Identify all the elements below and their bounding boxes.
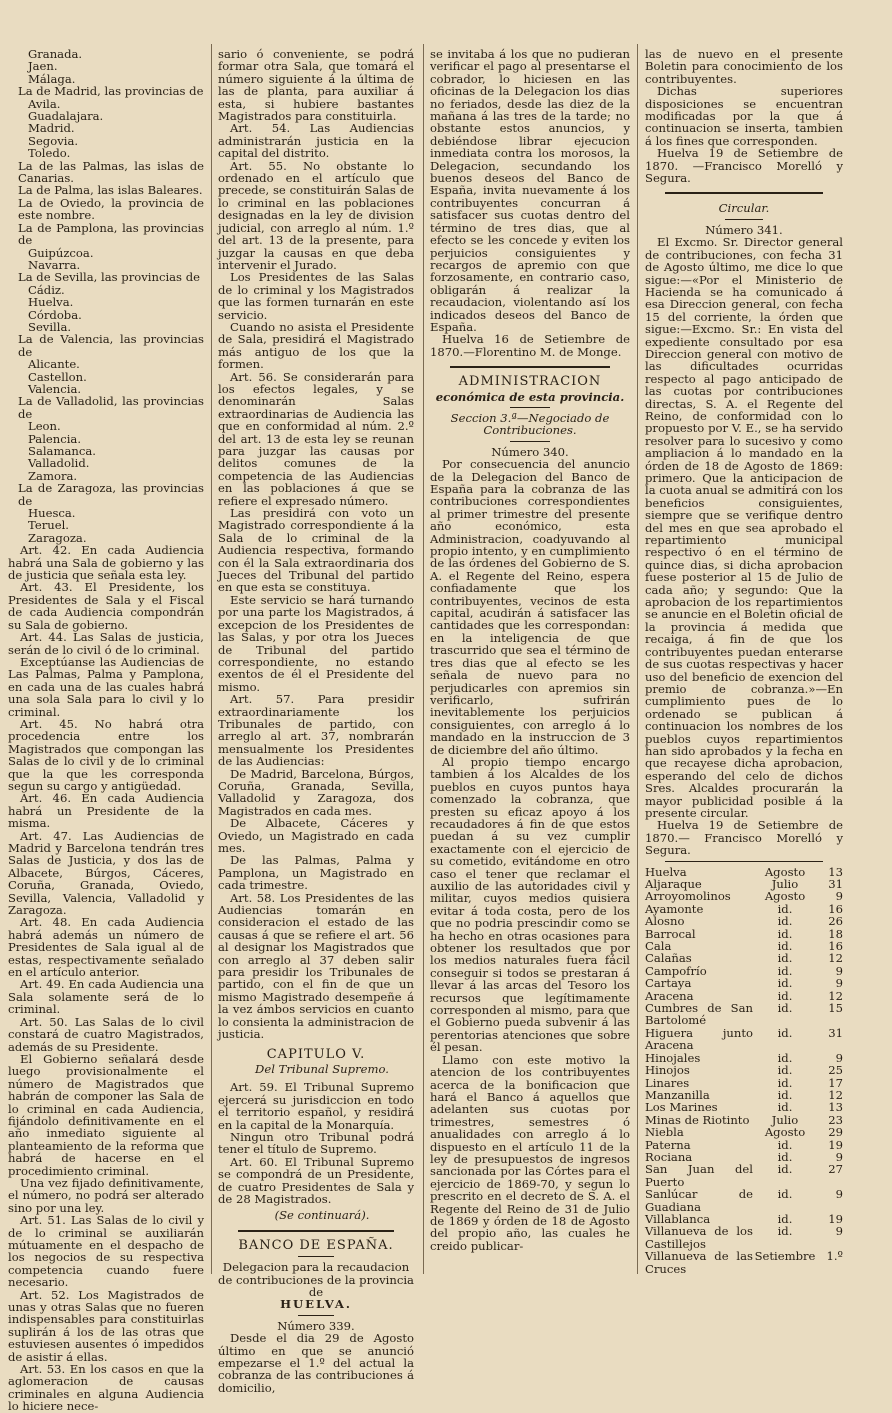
article-paragraph: Las presidirá con voto un Magistrado correspondiente á la Sala de lo criminal de la Audiencia respectiva, formando con él la Sala extraordinaria dos Jueces del Tribunal del partido en que esta se constituya. [218,506,414,595]
town-day: 9 [835,1187,843,1202]
circular-title: Circular. [718,201,770,216]
town-month: id. [777,1050,793,1065]
town-month: id. [777,1001,793,1016]
town-name: Minas de Riotinto [645,1112,750,1127]
town-month: id. [777,1149,793,1164]
town-name: Cartaya [645,976,692,991]
col1-line: Art. 44. Las Salas de justicia, serán de lo civil ó de lo criminal. [8,630,204,657]
small-divider [665,861,823,862]
article-paragraph: Art. 59. El Tribunal Supremo ejercerá su jurisdiccion en todo el territorio español, y residirá en la capital de la Monarquía. [218,1080,414,1132]
col1-line: Navarra. [28,257,81,272]
town-name: Aljaraque [645,877,702,891]
town-name: Calañas [645,951,692,966]
town-name: Los Marines [645,1100,718,1115]
col1-line: Avila. [28,96,61,111]
town-day: 27 [828,1162,843,1177]
town-month: id. [777,963,793,978]
table-row [645,1225,843,1250]
town-month: id. [777,1211,793,1226]
col1-line: La de Sevilla, las provincias de [18,270,200,285]
section-label: Seccion 3.ª—Negociado de Contribuciones. [450,410,610,438]
col1-line: Art. 49. En cada Audiencia una Sala solamente será de lo criminal. [8,977,204,1017]
town-name: San Juan del Puerto [645,1162,753,1189]
town-day: 23 [828,1112,843,1127]
article-paragraph: Llamo con este motivo la atencion de los contribuyentes acerca de la bonificacion que hará el Banco á aquellos que adelanten sus cuotas por trimestres, semestres ó anualidades con arreglo á lo dispuesto en el artículo 11 de la ley de presupuestos de ingresos sancionada por las Córtes para el ejercicio de 1869-70, y segun lo prescrito en el decreto de S. A. el Regente del Reino de 31 de Julio de 1869 y órden de 18 de Agosto del propio año, las cuales he creido publicar- [430,1052,630,1253]
col1-line: Art. 45. No habrá otra procedencia entre los Magistrados que compongan las Salas de lo civil y de lo criminal que la que les corresponda segun su cargo y antigüedad. [8,716,204,793]
town-name: Villablanca [645,1211,711,1226]
town-name: Rociana [645,1149,693,1164]
table-row [645,890,843,902]
town-day: 9 [835,1224,843,1239]
notice-paragraph: Desde el dia 29 de Agosto último en que se anunció empezarse el 1.º del actual la cobranza de las contribuciones á domicilio, [218,1331,414,1395]
small-divider [510,441,550,442]
col1-line: Art. 50. Las Salas de lo civil constará de cuatro Magistrados, además de su Presidente. [8,1014,204,1054]
article-paragraph: De Albacete, Cáceres y Oviedo, un Magistrado en cada mes. [218,816,414,855]
town-month: Agosto [764,1125,806,1140]
towns-table [645,866,843,1275]
town-month: id. [777,1162,793,1177]
table-row [645,1002,843,1027]
table-row [645,1126,843,1138]
town-day: 16 [828,901,843,916]
col1-line: Huesca. [28,506,76,521]
notice-number: Número 339. [277,1318,355,1333]
col1-line: Art. 47. Las Audiencias de Madrid y Barcelona tendrán tres Salas de Justicia, y dos las de Albacete, Búrgos, Cáceres, Coruña, Granada, Oviedo, Sevilla, Valencia, Valladolid y Zaragoza. [8,828,204,918]
town-name: Hinojales [645,1050,701,1065]
col1-line: Una vez fijado definitivamente, el número, no podrá ser alterado sino por una ley. [8,1175,204,1215]
town-name: Linares [645,1075,690,1090]
col1-line: El Gobierno señalará desde luego provisionalmente el número de Magistrados que habrán de componer las Sala de lo criminal en cada Audiencia, fijándolo definitivamente en el año inmediato siguiente al planteamiento de la reforma que habrá de hacerse en el procedimiento criminal. [8,1051,204,1178]
town-month: id. [777,1087,793,1102]
town-month: id. [777,1137,793,1152]
chapter-subtitle: Del Tribunal Supremo. [255,1061,389,1076]
signature: Huelva 19 de Setiembre de 1870. —Francisco Morelló y Segura. [645,146,843,186]
col1-line: La de Valladolid, las provincias de [18,394,204,421]
col1-line: Art. 48. En cada Audiencia habrá además un número de Presidentes de Sala igual al de estas, respectivamente señalado en el artículo anterior. [8,915,204,980]
town-month: id. [777,914,793,929]
col1-line: Art. 53. En los casos en que la aglomeracion de causas criminales en alguna Audiencia lo hiciere nece- [8,1362,204,1413]
table-row [645,1188,843,1213]
article-paragraph: Por consecuencia del anuncio de la Delegacion del Banco de España para la cobranza de las contribuciones correspondientes al primer trimestre del presente año económico, esta Administracion, coadyuvando al propio intento, y en cumplimiento de las órdenes del Gobierno de S. A. el Regente del Reino, espera confiadamente que los contribuyentes, vecinos de esta capital, acudirán á satisfacer las cantidades que les correspondan: en la inteligencia de que trascurrido que sea el término de tres dias que al efecto se les señala de nuevo para no perjudicarles con apremios sin verificarlo, sufrirán inevitablemente los perjuicios consiguientes, con arreglo á lo mandado en la instruccion de 3 de diciembre del año último. [430,457,630,757]
col1-line: Castellon. [28,369,87,384]
bank-title: BANCO DE ESPAÑA. [238,1237,394,1253]
col1-line: Palencia. [28,431,82,446]
town-month: Julio [771,877,799,891]
small-divider [725,219,763,220]
town-day: 31 [828,1025,843,1040]
table-row [645,977,843,989]
town-name: Villanueva de los Castillejos [645,1224,753,1251]
col1-line: Sevilla. [28,319,72,334]
col1-line: La de las Palmas, las islas de Canarias. [18,158,204,186]
col1-line: Granada. [28,47,83,61]
town-name: Arroyomolinos [645,889,731,904]
small-divider [298,1256,334,1257]
col1-line: La de Madrid, las provincias de [18,84,204,99]
town-name: Ayamonte [645,901,704,916]
col1-line: Art. 42. En cada Audiencia habrá una Sala de gobierno y las de justicia que señala esta ley. [8,543,204,583]
column-rule [637,44,638,1274]
col1-line: La de Valencia, las provincias de [18,332,204,359]
town-day: 1.º [826,1249,843,1264]
town-name: Cala [645,939,672,954]
column-4 [645,48,843,1276]
article-paragraph: sario ó conveniente, se podrá formar otra Sala, que tomará el número siguiente á la última de las de planta, para auxiliar á esta, si hubiere bastantes Magistrados para constituirla. [218,47,414,124]
col1-line: Salamanca. [28,444,96,458]
signature: Huelva 19 de Setiembre de 1870.— Francisco Morelló y Segura. [645,818,843,858]
article-paragraph: Art. 56. Se considerarán para los efectos legales, y se denominarán Salas extraordinarias de Audiencia las que en conformidad al núm. 2.º del art. 13 de esta ley se reunan para juzgar las causas por delitos comunes de la competencia de las Audiencias en las poblaciones á que se refiere el expresado número. [218,369,414,508]
town-day: 19 [828,1137,843,1152]
town-day: 13 [828,1100,843,1115]
notice-paragraph: Dichas superiores disposiciones se encuentran modificadas por la que á continuacion se inserta, tambien á los fines que corresponden. [645,84,843,148]
col1-line: La de Palma, las islas Baleares. [18,183,203,198]
town-name: Campofrío [645,963,707,978]
bank-province: HUELVA. [280,1297,352,1312]
administration-subtitle: económica de esta provincia. [435,389,625,404]
town-day: 29 [828,1125,843,1140]
town-name: Niebla [645,1125,684,1140]
article-paragraph: Art. 60. El Tribunal Supremo se compondrá de un Presidente, de cuatro Presidentes de Sala y de 28 Magistrados. [218,1154,414,1206]
town-month: id. [777,1025,793,1040]
town-name: Paterna [645,1137,691,1152]
town-month: Julio [771,1112,799,1127]
town-day: 16 [828,939,843,954]
town-day: 13 [828,864,843,879]
town-name: Cumbres de San Bartolomé [645,1001,753,1028]
col1-line: Córdoba. [28,307,82,322]
town-month: id. [777,939,793,954]
col1-line: Madrid. [28,121,75,136]
town-month: id. [777,1224,793,1239]
town-month: Agosto [764,864,806,879]
col1-line: Segovia. [28,133,79,148]
town-month: id. [777,1187,793,1202]
col1-line: Leon. [28,419,61,434]
small-divider [510,407,550,408]
town-name: Hinojos [645,1063,690,1078]
col1-line: Teruel. [28,518,69,533]
town-month: id. [777,1100,793,1115]
town-month: id. [777,1075,793,1090]
town-month: id. [777,1063,793,1078]
town-month: id. [777,976,793,991]
signature: Huelva 16 de Setiembre de 1870.—Florentino M. de Monge. [430,332,630,359]
col1-line: Guipúzcoa. [28,245,94,260]
column-2 [218,47,414,1395]
town-day: 18 [828,926,843,941]
col1-line: La de Zaragoza, las provincias de [18,481,204,508]
article-paragraph: Art. 58. Los Presidentes de las Audiencias tomarán en consideracion el estado de las causas á que se refiere el art. 56 al designar los Magistrados que con arreglo al 37 deben salir para presidir los Tribunales de partido, con el fin de que un mismo Magistrado desempeñe á la vez ámbos servicios en cuanto lo consienta la administracion de justicia. [218,890,414,1042]
town-day: 9 [835,963,843,978]
section-divider [665,192,823,194]
town-name: Villanueva de las Cruces [645,1249,753,1276]
table-row [645,952,843,964]
town-month: Setiembre [754,1249,816,1264]
town-name: Aracena [645,988,694,1003]
article-paragraph: Art. 55. No obstante lo ordenado en el artículo que precede, se constituirán Salas de lo criminal en las poblaciones designadas en la ley de division judicial, con arreglo al núm. 1.º del art. 13 de la presente, para juzgar la causas en que deba intervenir el Jurado. [218,158,414,272]
column-3 [430,48,630,1276]
table-row [645,1027,843,1052]
chapter-title: CAPITULO V. [266,1046,366,1062]
col1-line: Art. 52. Los Magistrados de unas y otras Salas que no fueren indispensables para constituirlas suplirán á los de las otras que estuviesen ausentes ó impedidos de asistir á ellas. [8,1287,204,1364]
col1-line: Art. 51. Las Salas de lo civil y de lo criminal se auxiliarán mútuamente en el despacho de los negocios de su respectiva competencia cuando fuere necesario. [8,1213,204,1290]
col1-line: Valladolid. [28,456,90,471]
town-month: id. [777,901,793,916]
table-row [645,915,843,927]
col1-line: Alicante. [28,357,80,372]
col1-line: Cádiz. [28,282,65,297]
article-paragraph: Ningun otro Tribunal podrá tener el título de Supremo. [218,1129,414,1157]
article-paragraph: De Madrid, Barcelona, Búrgos, Coruña, Granada, Sevilla, Valladolid y Zaragoza, dos Magistrados en cada mes. [218,766,414,818]
town-month: id. [777,951,793,966]
article-paragraph: Este servicio se hará turnando por una parte los Magistrados, á excepcion de los Presidentes de las Salas, y por otra los Jueces de Tribunal del partido correspondiente, no estando exentos de él el Presidente del mismo. [218,592,414,694]
supreme-court-articles [218,1081,414,1205]
administration-paragraphs [430,458,630,1252]
town-day: 31 [828,877,843,891]
notice-number: Número 340. [491,444,569,459]
col1-line: Zaragoza. [28,530,87,545]
table-row [645,1101,843,1113]
article-paragraph: Art. 57. Para presidir extraordinariamente los Tribunales de partido, con arreglo al art. 37, nombrarán mensualmente los Presidentes de las Audiencias: [218,692,414,769]
col1-line: La de Oviedo, la provincia de este nombre. [18,195,204,223]
article-paragraph: Art. 54. Las Audiencias administrarán justicia en la capital del distrito. [218,121,414,161]
table-row [645,928,843,940]
town-month: id. [777,926,793,941]
town-name: Sanlúcar de Guadiana [645,1187,753,1214]
town-month: Agosto [764,889,806,904]
notice-paragraph: las de nuevo en el presente Boletin para conocimiento de los contribuyentes. [645,47,843,86]
col1-line: Guadalajara. [28,109,104,124]
column-rule [423,44,424,1274]
col1-line: Zamora. [28,468,78,483]
col1-line: Toledo. [28,146,71,161]
column-1 [8,47,204,1413]
notice-paragraph: se invitaba á los que no pudieran verificar el pago al presentarse el cobrador, lo hiciesen en las oficinas de la Delegacion los dias no feriados, desde las diez de la mañana á las tres de la tarde; no obstante estos anuncios, y debiéndose librar ejecucion inmediata contra los morosos, la Delegacion, secundando los buenos deseos del Banco de España, invita nuevamente á los contribuyentes concurran á satisfacer sus cuotas dentro del término de tres dias, que al efecto se les concede y eviten los perjuicios consiguientes y recargos de apremio con que forzosamente, en contrario caso, obligarán á realizar la recaudacion, violentando así los indicados deseos del Banco de España. [430,47,630,334]
town-name: Manzanilla [645,1087,710,1102]
small-divider [298,1315,334,1316]
town-day: 17 [828,1075,843,1090]
law-articles [218,48,414,1041]
table-row [645,1250,843,1275]
town-day: 9 [835,1149,843,1164]
town-day: 12 [828,1087,843,1102]
town-day: 19 [828,1211,843,1226]
article-paragraph: Al propio tiempo encargo tambien á los Alcaldes de los pueblos en cuyos puntos haya comenzado la cobranza, que presten su eficaz apoyo á los recaudadores á fin de que estos puedan á su vez cumplir exactamente con el ejercicio de su cometido, evitándome en otro caso el tener que reclamar el auxilio de las autoridades civil y militar, cuyos medios quisiera evitar á toda costa, pero de los que no podria prescindir como se ha hecho en otras ocasiones para obtener los resultados que por los medios naturales fuera fácil conseguir si todos se prestaran á llevar á las arcas del Tesoro los recursos que legítimamente corresponden al mismo, para que el Gobierno pueda subvenir á las perentorias atenciones que sobre él pesan. [430,754,630,1055]
col1-line: Art. 43. El Presidente, los Presidentes de Sala y el Fiscal de cada Audiencia compondrán su Sala de gobierno. [8,580,204,632]
table-row [645,1163,843,1188]
administration-title: ADMINISTRACION [458,374,602,390]
town-day: 9 [835,976,843,991]
town-name: Huelva [645,864,687,879]
town-day: 12 [828,951,843,966]
town-day: 26 [828,914,843,929]
town-month: id. [777,988,793,1003]
notice-number: Número 341. [705,222,783,237]
town-day: 9 [835,889,843,904]
article-paragraph: De las Palmas, Palma y Pamplona, un Magistrado en cada trimestre. [218,853,414,893]
section-divider [450,366,610,368]
col1-line: La de Pamplona, las provincias de [18,220,204,248]
town-day: 9 [835,1050,843,1065]
town-day: 25 [828,1063,843,1078]
town-name: Barrocal [645,926,696,941]
column-rule [211,44,212,1274]
col1-line: Huelva. [28,295,74,310]
col1-line: Exceptúanse las Audiencias de Las Palmas, Palma y Pamplona, en cada una de las cuales habrá una sola Sala para lo civil y lo criminal. [8,654,204,719]
town-name: Alosno [645,914,685,929]
article-paragraph: Cuando no asista el Presidente de Sala, presidirá el Magistrado más antiguo de los que la formen. [218,319,414,372]
col1-line: Málaga. [28,71,76,86]
article-paragraph: Los Presidentes de las Salas de lo criminal y los Magistrados que las formen turnarán en este servicio. [218,270,414,322]
col1-line: Valencia. [28,381,82,396]
town-day: 15 [828,1001,843,1016]
col1-line: Art. 46. En cada Audiencia habrá un Presidente de la misma. [8,791,204,831]
table-row [645,1064,843,1076]
section-divider [238,1230,394,1232]
col1-line: Jaen. [28,59,58,74]
circular-paragraph: El Excmo. Sr. Director general de contribuciones, con fecha 31 de Agosto último, me dice lo que sigue:—«Por el Ministerio de Hacienda se ha comunicado á esa Direccion general, con fecha 15 del corriente, la órden que sigue:—Excmo. Sr.: En vista del expediente consultado por esa Direccion general con motivo de las dificultades ocurridas respecto al pago anticipado de las cuotas por contribuciones directas, S. A. el Regente del Reino, de conformidad con lo propuesto por V. E., se ha servido resolver para lo sucesivo y como ampliacion á lo mandado en la órden de 18 de Agosto de 1869: primero. Que la anticipacion de la cuota anual se admitirá con los beneficios consiguientes, siempre que se verifique dentro del mes en que sea aprobado el repartimiento municipal respectivo ó en el término de quince dias, si dicha aprobacion fuese posterior al 15 de Julio de cada año; y segundo: Que la aprobacion de los repartimientos se anuncie en el Boletin oficial de la provincia á medida que recaiga, á fin de que los contribuyentes puedan enterarse de sus cuotas respectivas y hacer uso del beneficio de exencion del premio de cobranza.»—En cumplimiento pues de lo ordenado se publican á continuacion los nombres de los pueblos cuyos repartimientos han sido aprobados y la fecha en que recayese dicha aprobacion, esperando del celo de dichos Sres. Alcaldes procurarán la mayor publicidad posible á la presente circular. [645,235,843,820]
bank-subtitle: Delegacion para la recaudacion de contribuciones de la provincia de [218,1260,414,1299]
continued-note: (Se continuará). [274,1208,370,1223]
town-day: 12 [828,988,843,1003]
town-name: Higuera junto Aracena [645,1025,753,1053]
